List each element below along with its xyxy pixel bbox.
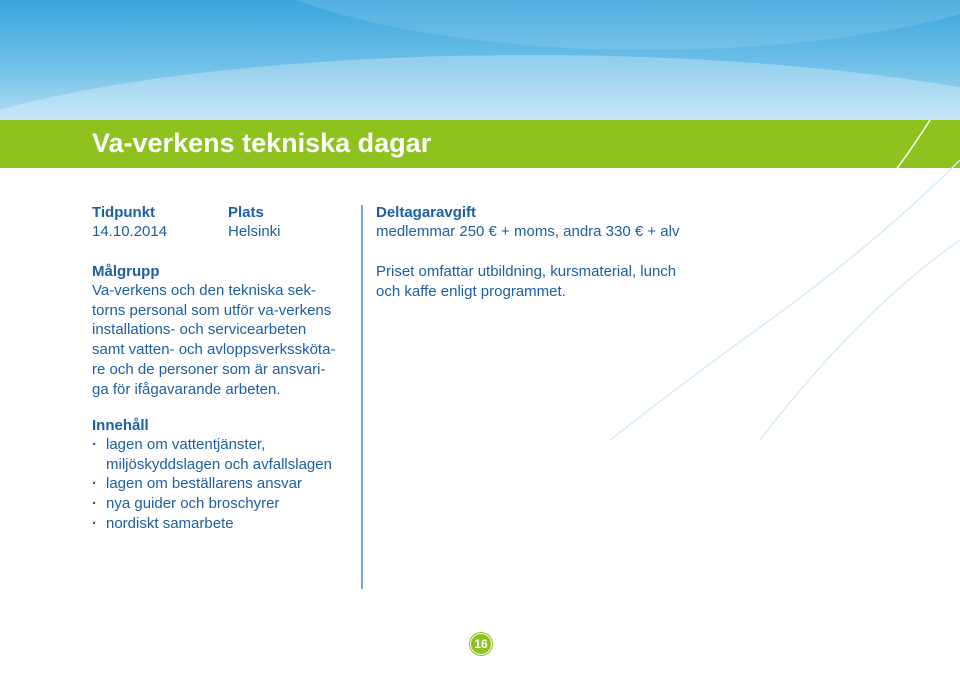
place-label: Plats bbox=[228, 204, 264, 221]
page-number-badge: 16 bbox=[470, 633, 492, 655]
audience-line: re och de personer som är ansvari- bbox=[92, 360, 326, 378]
page-title: Va-verkens tekniska dagar bbox=[92, 128, 432, 158]
audience-line: torns personal som utför va-verkens bbox=[92, 301, 332, 319]
fee-heading: Deltagaravgift bbox=[376, 204, 477, 221]
title-bar bbox=[0, 120, 960, 168]
fee-includes bbox=[376, 262, 676, 301]
audience-line: ga för ifågavarande arbeten. bbox=[92, 380, 281, 398]
contents-item: · lagen om beställarens ansvar bbox=[92, 474, 332, 494]
audience-heading: Målgrupp bbox=[92, 263, 160, 280]
contents-item: · lagen om vattentjänster, bbox=[92, 435, 332, 455]
column-divider bbox=[361, 205, 363, 589]
contents-list bbox=[92, 435, 332, 534]
audience-text bbox=[92, 281, 335, 399]
fee-includes-line: Priset omfattar utbildning, kursmaterial, lunch bbox=[376, 263, 677, 280]
place-value: Helsinki bbox=[228, 223, 281, 240]
time-value: 14.10.2014 bbox=[92, 223, 168, 240]
fee-includes-line: och kaffe enligt programmet. bbox=[376, 282, 566, 300]
contents-item-continuation: miljöskyddslagen och avfallslagen bbox=[106, 455, 332, 473]
contents-item: · nordiskt samarbete bbox=[92, 514, 332, 534]
arc-light-blue-2 bbox=[760, 240, 960, 440]
contents-item: · nya guider och broschyrer bbox=[92, 494, 332, 514]
audience-line: Va-verkens och den tekniska sek- bbox=[92, 282, 316, 299]
sky-sheen bbox=[0, 55, 960, 120]
fee-value: medlemmar 250 € + moms, andra 330 € + alv bbox=[376, 223, 680, 240]
header-sky-band bbox=[0, 0, 960, 120]
sky-sheen-upper bbox=[200, 0, 960, 50]
audience-line: installations- och servicearbeten bbox=[92, 321, 307, 339]
contents-heading: Innehåll bbox=[92, 417, 149, 434]
audience-line: samt vatten- och avloppsverksskötа- bbox=[92, 341, 336, 359]
time-label: Tidpunkt bbox=[92, 204, 156, 221]
